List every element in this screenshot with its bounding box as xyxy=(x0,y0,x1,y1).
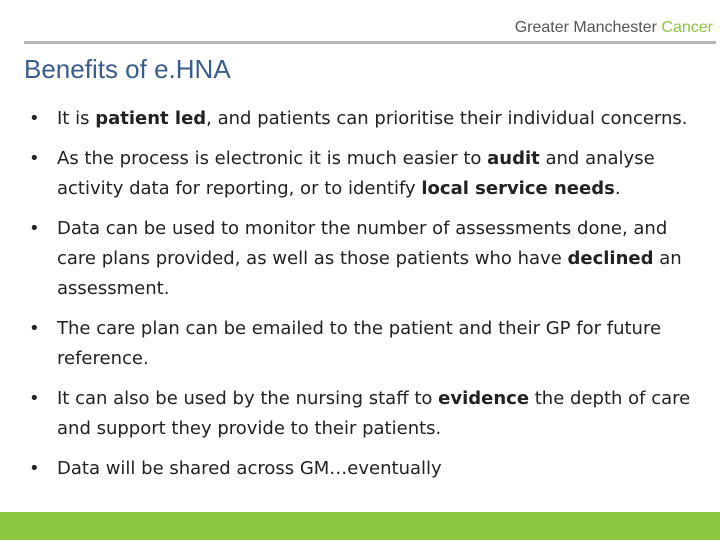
bullet-dot-icon: • xyxy=(29,108,40,129)
bullet-text: the depth of care and support they provide to their patients. xyxy=(57,388,691,439)
bullet-emphasis: evidence xyxy=(438,388,530,409)
slide-title: Benefits of e.HNA xyxy=(24,54,231,84)
brand-accent: Cancer xyxy=(661,19,713,36)
bullet-item-care-plan xyxy=(29,314,697,374)
bullet-text: Data can be used to monitor the number of assessments done, and care plans provided, as well as those patients who have xyxy=(57,218,668,269)
bullet-text: As the process is electronic it is much easier to xyxy=(57,148,488,169)
bullet-text: , and patients can prioritise their individual concerns. xyxy=(206,108,688,129)
bullet-dot-icon: • xyxy=(29,148,40,169)
bullet-item-evidence xyxy=(29,384,697,444)
footer-bar xyxy=(0,512,720,540)
bullet-item-shared xyxy=(29,454,697,484)
bullet-emphasis: local service needs xyxy=(421,178,615,199)
bullet-dot-icon: • xyxy=(29,388,40,409)
bullet-emphasis: declined xyxy=(567,248,654,269)
bullet-text: . xyxy=(614,178,621,199)
bullet-dot-icon: • xyxy=(29,218,40,239)
bullet-text: It is xyxy=(57,108,96,129)
bullet-emphasis: patient led xyxy=(95,108,207,129)
bullet-text: The care plan can be emailed to the patient and their GP for future reference. xyxy=(57,318,662,369)
bullet-item-audit xyxy=(29,144,697,204)
bullet-text: and analyse activity data for reporting, or to identify xyxy=(57,148,655,199)
bullet-item-patient-led xyxy=(29,104,697,134)
bullet-dot-icon: • xyxy=(29,458,40,479)
bullet-text: It can also be used by the nursing staff to xyxy=(57,388,439,409)
bullet-text: an assessment. xyxy=(57,248,682,299)
brand-name: Greater Manchester xyxy=(514,19,657,36)
bullet-dot-icon: • xyxy=(29,318,40,339)
header-brand xyxy=(515,19,713,37)
bullet-item-monitor xyxy=(29,214,697,304)
bullet-text: Data will be shared across GM…eventually xyxy=(57,458,442,479)
header-divider xyxy=(24,41,716,44)
bullet-list xyxy=(29,104,697,494)
bullet-emphasis: audit xyxy=(487,148,540,169)
